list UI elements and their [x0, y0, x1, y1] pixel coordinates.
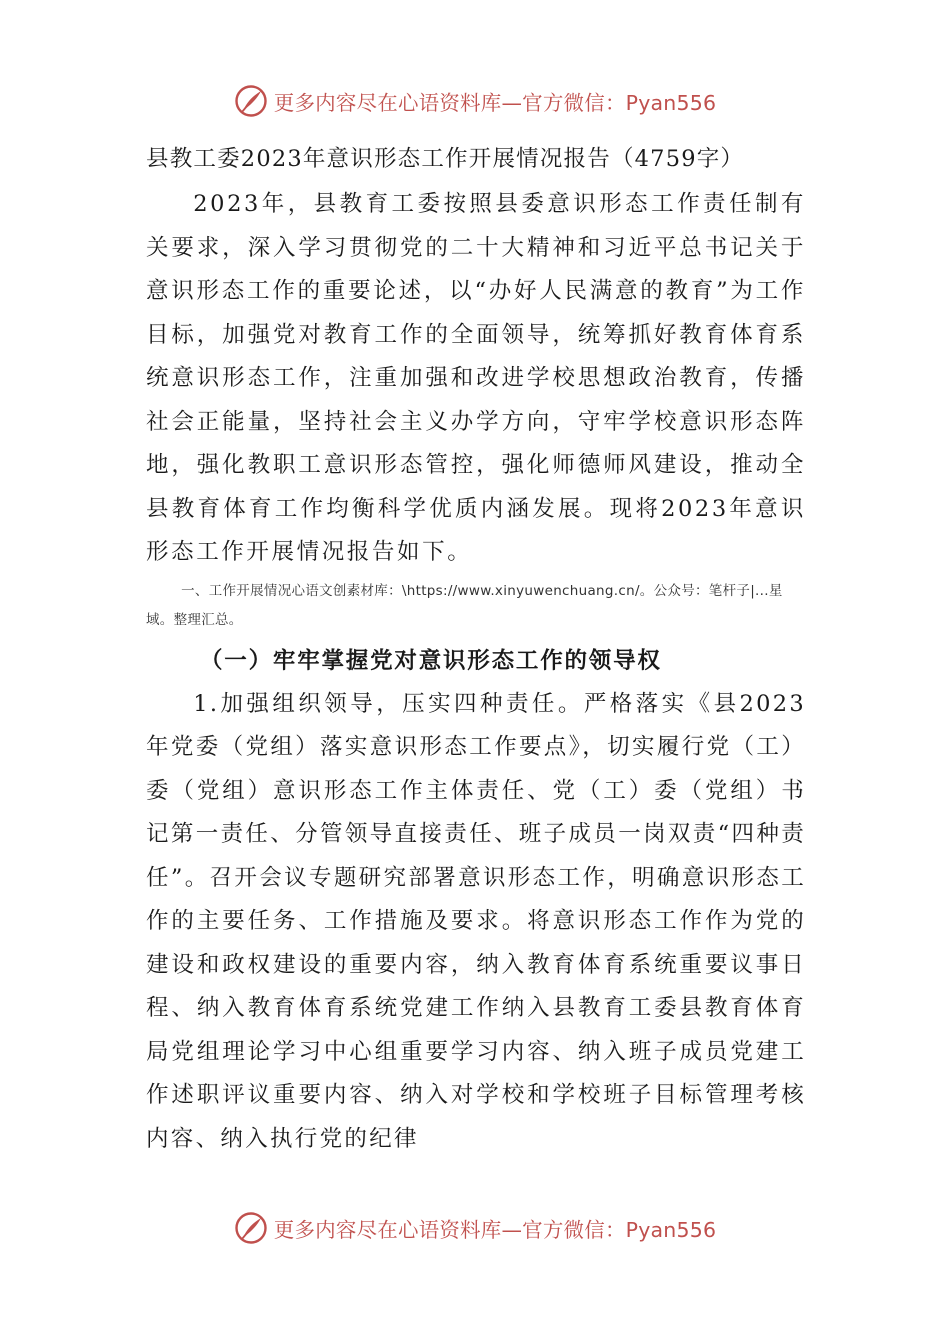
document-title: 县教工委2023年意识形态工作开展情况报告（4759字）: [146, 146, 745, 172]
banner-text: 更多内容尽在心语资料库—官方微信：Pyan556: [273, 1218, 717, 1242]
top-banner: [0, 78, 950, 124]
banner-text: 更多内容尽在心语资料库—官方微信：Pyan556: [273, 91, 717, 115]
source-note: 一、工作开展情况心语文创素材库：\https://www.xinyuwenchuang.cn/。公众号：笔杆子|...星域。整理汇总。: [146, 582, 783, 628]
quill-pen-circle-icon: [234, 84, 268, 118]
section-paragraph: 1.加强组织领导，压实四种责任。严格落实《县2023年党委（党组）落实意识形态工作要点》，切实履行党（工）委（党组）意识形态工作主体责任、党（工）委（党组）书记第一责任、分管领导直接责任、班子成员一岗双责“四种责任”。召开会议专题研究部署意识形态工作，明确意识形态工作的主要任务、工作措施及要求。将意识形态工作作为党的建设和政权建设的重要内容，纳入教育体育系统重要议事日程、纳入教育体育系统党建工作纳入县教育工委县教育体育局党组理论学习中心组重要学习内容、纳入班子成员党建工作述职评议重要内容、纳入对学校和学校班子目标管理考核内容、纳入执行党的纪律: [146, 690, 806, 1152]
quill-pen-circle-icon: [234, 1211, 268, 1245]
document-body: [146, 139, 806, 1161]
section-heading: （一）牢牢掌握党对意识形态工作的领导权: [200, 647, 662, 674]
bottom-banner: [0, 1205, 950, 1251]
intro-paragraph: 2023年，县教育工委按照县委意识形态工作责任制有关要求，深入学习贯彻党的二十大精神和习近平总书记关于意识形态工作的重要论述，以“办好人民满意的教育”为工作目标，加强党对教育工作的全面领导，统筹抓好教育体育系统意识形态工作，注重加强和改进学校思想政治教育，传播社会正能量，坚持社会主义办学方向，守牢学校意识形态阵地，强化教职工意识形态管控，强化师德师风建设，推动全县教育体育工作均衡科学优质内涵发展。现将2023年意识形态工作开展情况报告如下。: [146, 191, 806, 565]
